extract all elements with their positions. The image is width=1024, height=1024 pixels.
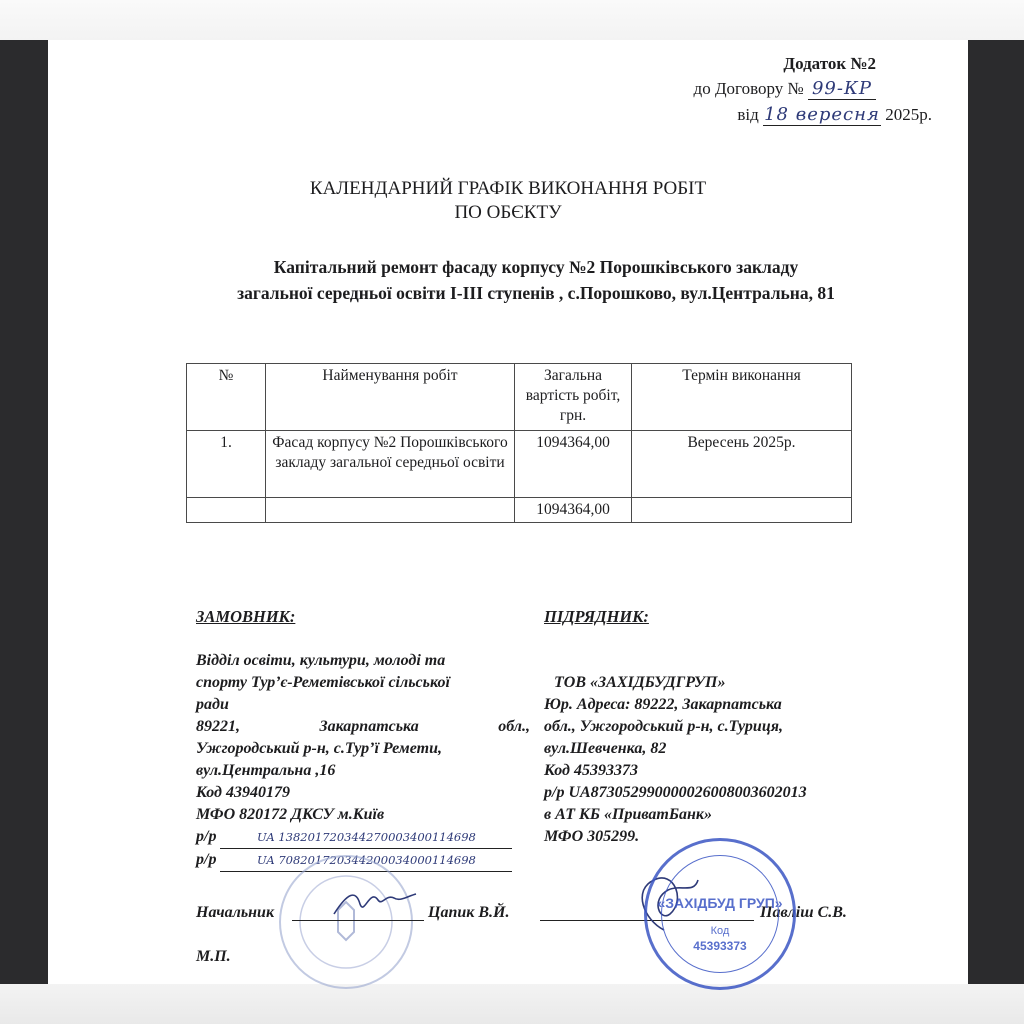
date-prefix: від xyxy=(737,105,759,124)
customer-org-line3: ради xyxy=(196,696,229,713)
contractor-details xyxy=(544,672,864,848)
contract-prefix: до Договору № xyxy=(693,79,804,98)
bottom-margin xyxy=(0,984,1024,1024)
annex-contract-line xyxy=(694,78,876,100)
right-dark-border xyxy=(968,0,1024,1024)
contractor-org: ТОВ «ЗАХІДБУДГРУП» xyxy=(554,674,726,691)
document-page xyxy=(48,40,968,984)
contractor-bank: в АТ КБ «ПриватБанк» xyxy=(544,806,712,823)
total-empty-1 xyxy=(187,498,266,523)
header-name: Найменування робіт xyxy=(266,364,515,431)
table-total-row xyxy=(187,498,852,523)
row-term: Вересень 2025р. xyxy=(632,431,852,498)
contractor-addr-line3: вул.Шевченка, 82 xyxy=(544,740,667,757)
works-schedule-table xyxy=(186,363,852,523)
contract-number: 99-КР xyxy=(808,78,876,100)
top-margin xyxy=(0,0,1024,40)
contractor-sign-name: Павліш С.В. xyxy=(760,904,847,921)
customer-sign-name: Цапик В.Й. xyxy=(428,904,510,921)
row-num: 1. xyxy=(187,431,266,498)
customer-org-line1: Відділ освіти, культури, молоді та xyxy=(196,652,446,669)
customer-header: ЗАМОВНИК: xyxy=(196,607,296,626)
customer-signature-icon xyxy=(330,884,420,924)
object-line2: загальної середньої освіти І-ІІІ ступенів , с.Порошково, вул.Центральна, 81 xyxy=(237,283,835,303)
customer-addr-line2: Ужгородський р-н, с.Тур’ї Ремети, xyxy=(196,740,442,757)
contract-year: 2025р. xyxy=(885,105,932,124)
customer-mfo: МФО 820172 ДКСУ м.Київ xyxy=(196,806,385,823)
contractor-header: ПІДРЯДНИК: xyxy=(544,607,649,626)
contract-date: 18 вересня xyxy=(764,104,880,125)
customer-mp: М.П. xyxy=(196,948,231,965)
table-row xyxy=(187,431,852,498)
contractor-code: Код 45393373 xyxy=(544,762,638,779)
header-term: Термін виконання xyxy=(632,364,852,431)
customer-addr-line3: вул.Центральна ,16 xyxy=(196,762,336,779)
contractor-mfo: МФО 305299. xyxy=(544,828,640,845)
annex-date-line xyxy=(737,104,932,126)
customer-addr-line1: 89221, Закарпатська обл., xyxy=(196,718,530,735)
row-cost: 1094364,00 xyxy=(515,431,632,498)
customer-org-line2: спорту Тур’є-Реметівської сільської xyxy=(196,674,450,691)
left-dark-border xyxy=(0,0,48,1024)
customer-details xyxy=(196,650,530,872)
row-name: Фасад корпусу №2 Порошківського закладу загальної середньої освіти xyxy=(266,431,515,498)
contractor-addr-line1: Юр. Адреса: 89222, Закарпатська xyxy=(544,696,782,713)
stamp-name: «ЗАХІДБУД ГРУП» xyxy=(657,895,783,911)
contractor-account: р/р UA873052990000026008003602013 xyxy=(544,784,807,801)
header-num: № xyxy=(187,364,266,431)
header-cost: Загальна вартість робіт, грн. xyxy=(515,364,632,431)
contractor-stamp xyxy=(644,838,796,990)
schedule-title-line2: ПО ОБЄКТУ xyxy=(454,202,562,223)
total-empty-2 xyxy=(266,498,515,523)
stamp-code: 45393373 xyxy=(693,939,747,953)
contractor-addr-line2: обл., Ужгородський р-н, с.Туриця, xyxy=(544,718,783,735)
total-cost: 1094364,00 xyxy=(515,498,632,523)
total-empty-3 xyxy=(632,498,852,523)
customer-code: Код 43940179 xyxy=(196,784,290,801)
annex-title: Додаток №2 xyxy=(783,54,876,73)
customer-account-2: р/р UA 708201720344200034000114698 xyxy=(196,849,530,872)
object-line1: Капітальний ремонт фасаду корпусу №2 Порошківського закладу xyxy=(273,257,799,277)
table-header-row xyxy=(187,364,852,431)
stamp-code-label: Код xyxy=(710,925,730,937)
schedule-title-line1: КАЛЕНДАРНИЙ ГРАФІК ВИКОНАННЯ РОБІТ xyxy=(309,178,707,199)
customer-account-1: р/р UA 138201720344270003400114698 xyxy=(196,826,530,849)
customer-sign-label: Начальник xyxy=(196,904,275,921)
